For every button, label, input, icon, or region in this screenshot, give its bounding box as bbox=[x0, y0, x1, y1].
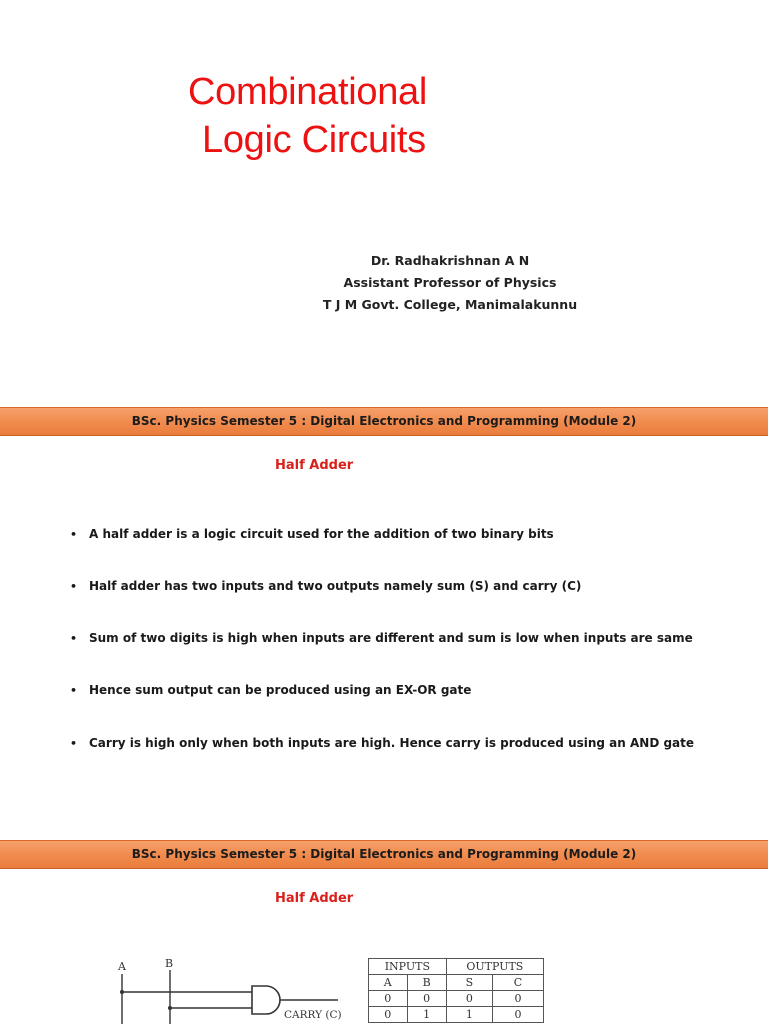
scanned-figure bbox=[100, 948, 580, 1024]
section-heading: Half Adder bbox=[275, 458, 354, 473]
author-name: Dr. Radhakrishnan A N bbox=[370, 253, 530, 268]
input-b-label: B bbox=[165, 957, 174, 970]
table-cell: 0 bbox=[492, 991, 543, 1007]
bullet-icon: • bbox=[70, 684, 78, 697]
table-header-cell: B bbox=[407, 975, 446, 991]
table-row bbox=[369, 959, 544, 975]
slide-title bbox=[188, 68, 508, 164]
title-line-1: Combinational bbox=[188, 71, 428, 113]
table-cell: 1 bbox=[407, 1007, 446, 1023]
truth-table bbox=[368, 958, 544, 1023]
table-cell: 1 bbox=[446, 1007, 492, 1023]
table-cell: 0 bbox=[446, 991, 492, 1007]
table-group-header: OUTPUTS bbox=[446, 959, 543, 975]
bullet-item bbox=[70, 631, 693, 645]
bullet-icon: • bbox=[70, 737, 78, 750]
table-row bbox=[369, 991, 544, 1007]
table-group-header: INPUTS bbox=[369, 959, 447, 975]
author-role: Assistant Professor of Physics bbox=[343, 275, 557, 290]
author-college: T J M Govt. College, Manimalakunnu bbox=[322, 297, 578, 312]
table-cell: 0 bbox=[492, 1007, 543, 1023]
table-header-cell: C bbox=[492, 975, 543, 991]
junction-dot bbox=[120, 990, 124, 994]
table-cell: 0 bbox=[369, 1007, 408, 1023]
bullet-item bbox=[70, 683, 471, 697]
table-header-cell: A bbox=[369, 975, 408, 991]
table-row bbox=[369, 975, 544, 991]
table-header-cell: S bbox=[446, 975, 492, 991]
and-gate-icon bbox=[252, 986, 280, 1014]
table-row bbox=[369, 1007, 544, 1023]
slide-banner: BSc. Physics Semester 5 : Digital Electronics and Programming (Module 2) bbox=[0, 407, 768, 436]
junction-dot bbox=[168, 1006, 172, 1010]
bullet-icon: • bbox=[70, 580, 78, 593]
table-cell: 0 bbox=[407, 991, 446, 1007]
slide-banner: BSc. Physics Semester 5 : Digital Electronics and Programming (Module 2) bbox=[0, 840, 768, 869]
title-line-2: Logic Circuits bbox=[202, 119, 426, 161]
table-cell: 0 bbox=[369, 991, 408, 1007]
bullet-item bbox=[70, 527, 554, 541]
bullet-text: Hence sum output can be produced using an EX-OR gate bbox=[89, 683, 472, 697]
bullet-text: Carry is high only when both inputs are high. Hence carry is produced using an AND gate bbox=[89, 736, 695, 750]
bullet-icon: • bbox=[70, 632, 78, 645]
bullet-text: A half adder is a logic circuit used for the addition of two binary bits bbox=[89, 527, 554, 541]
half-adder-circuit-diagram bbox=[100, 948, 360, 1024]
bullet-icon: • bbox=[70, 528, 78, 541]
input-a-label: A bbox=[118, 960, 126, 973]
section-heading: Half Adder bbox=[275, 891, 354, 906]
bullet-text: Half adder has two inputs and two outputs namely sum (S) and carry (C) bbox=[89, 579, 582, 593]
author-block bbox=[300, 250, 600, 316]
bullet-item bbox=[70, 579, 581, 593]
bullet-item bbox=[70, 736, 694, 750]
bullet-text: Sum of two digits is high when inputs are different and sum is low when inputs are same bbox=[89, 631, 693, 645]
carry-output-label: CARRY (C) bbox=[284, 1009, 342, 1021]
